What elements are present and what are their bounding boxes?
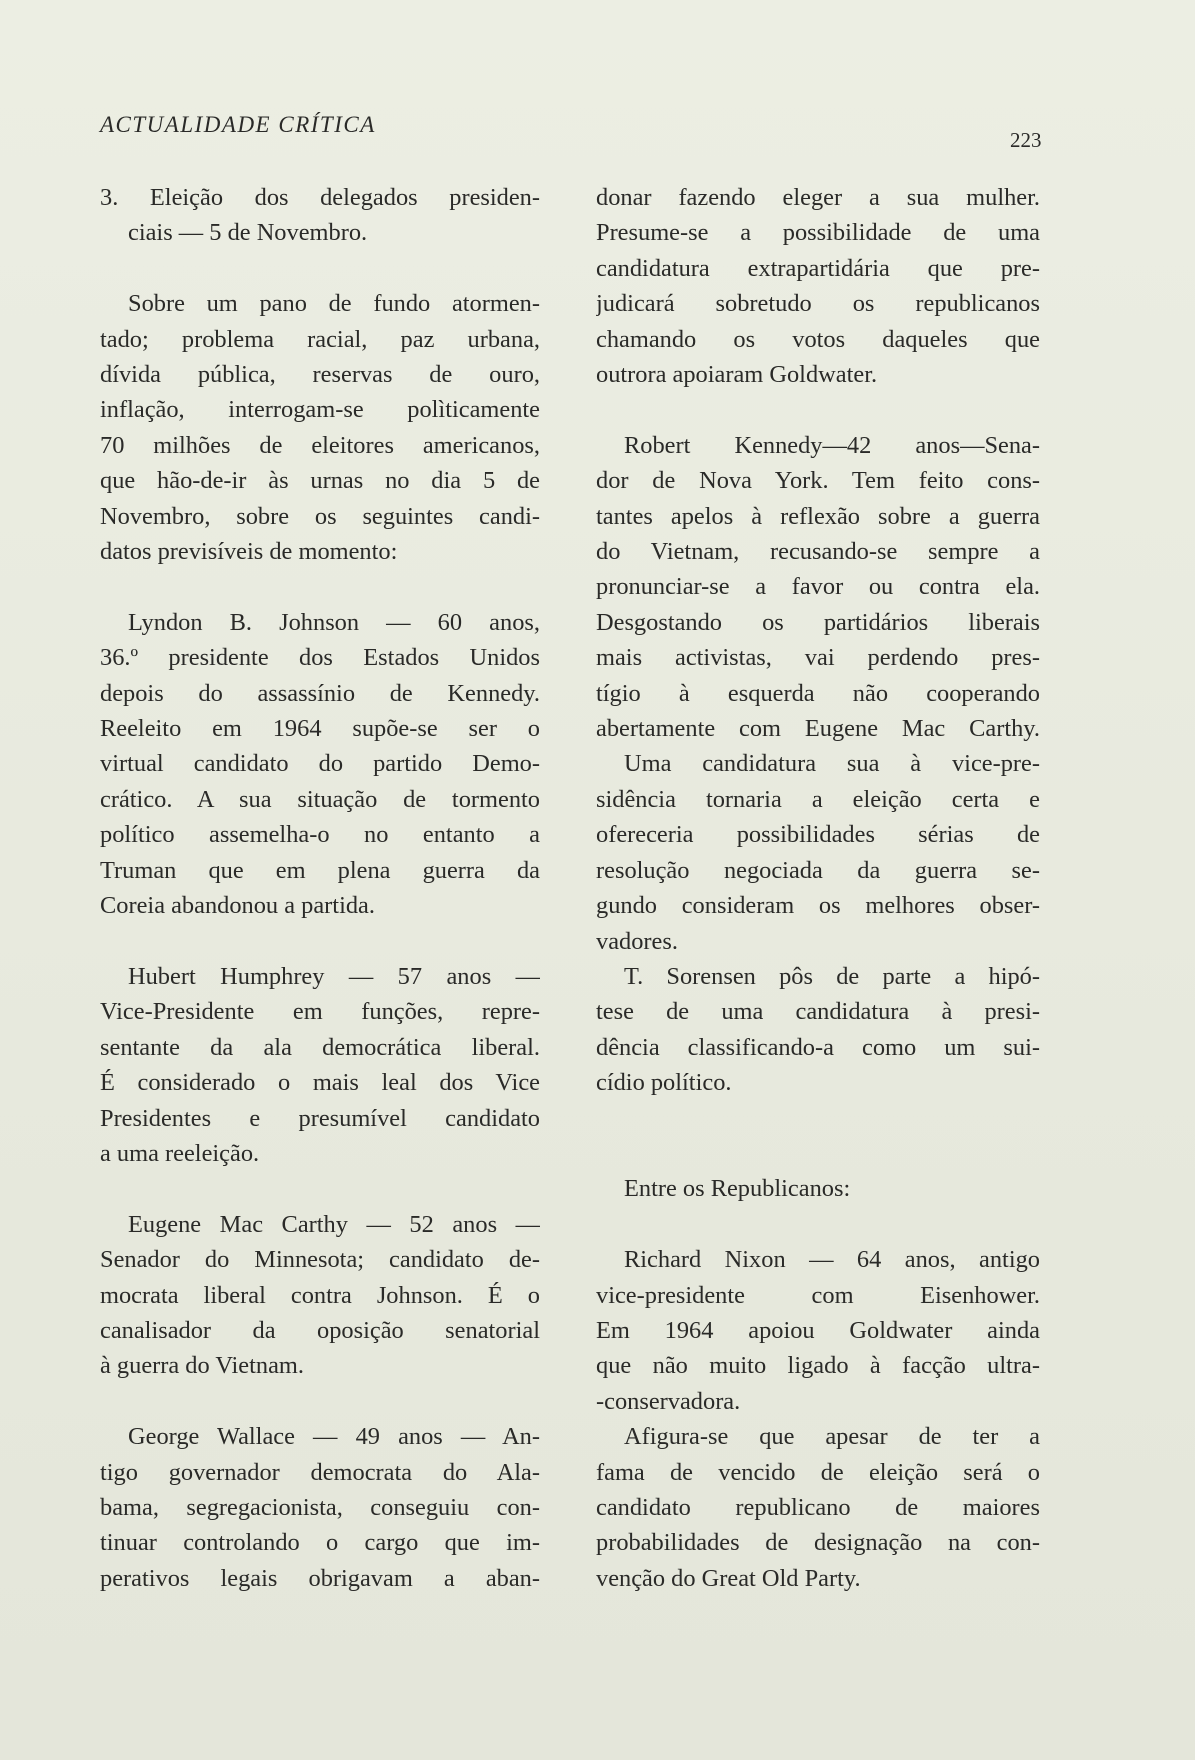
text-line: dívida pública, reservas de ouro,: [100, 361, 540, 389]
text-line: Novembro, sobre os seguintes candi-: [100, 502, 540, 530]
text-line: -conservadora.: [596, 1387, 741, 1415]
text-line: mais activistas, vai perdendo pres-: [596, 644, 1040, 672]
text-line: ciais — 5 de Novembro.: [128, 219, 368, 247]
text-line: à guerra do Vietnam.: [100, 1352, 304, 1380]
text-line: mocrata liberal contra Johnson. É o: [100, 1281, 540, 1309]
text-line: crático. A sua situação de tormento: [100, 785, 540, 813]
text-line: Richard Nixon — 64 anos, antigo: [624, 1246, 1040, 1274]
text-line: É considerado o mais leal dos Vice: [100, 1069, 540, 1097]
text-line: tígio à esquerda não cooperando: [596, 679, 1040, 707]
text-line: judicará sobretudo os republicanos: [596, 290, 1040, 318]
text-line: virtual candidato do partido Demo-: [100, 750, 540, 778]
text-line: Presidentes e presumível candidato: [100, 1104, 540, 1132]
text-line: Presume-se a possibilidade de uma: [596, 219, 1040, 247]
text-line: depois do assassínio de Kennedy.: [100, 679, 540, 707]
text-line: Robert Kennedy—42 anos—Sena-: [624, 431, 1040, 459]
text-line: candidatura extrapartidária que pre-: [596, 254, 1040, 282]
text-line: donar fazendo eleger a sua mulher.: [596, 184, 1040, 211]
text-line: dor de Nova York. Tem feito cons-: [596, 467, 1040, 495]
text-line: tantes apelos à reflexão sobre a guerra: [596, 502, 1040, 530]
paragraph-gap: [100, 1171, 540, 1206]
text-line: Entre os Republicanos:: [624, 1175, 851, 1203]
text-line: Vice-Presidente em funções, repre-: [100, 998, 540, 1026]
text-line: chamando os votos daqueles que: [596, 325, 1040, 353]
text-line: Uma candidatura sua à vice-pre-: [624, 750, 1040, 778]
text-line: perativos legais obrigavam a aban-: [100, 1564, 540, 1592]
paragraph-gap: [596, 1101, 1040, 1136]
text-line: tado; problema racial, paz urbana,: [100, 325, 540, 353]
text-line: canalisador da oposição senatorial: [100, 1316, 540, 1344]
text-line: abertamente com Eugene Mac Carthy.: [596, 715, 1040, 743]
paragraph-gap: [596, 392, 1040, 427]
left-text-column: [100, 180, 540, 1596]
text-line: Senador do Minnesota; candidato de-: [100, 1246, 540, 1274]
text-line: dência classificando-a como um sui-: [596, 1033, 1040, 1061]
text-line: tinuar controlando o cargo que im-: [100, 1529, 540, 1557]
text-line: que hão-de-ir às urnas no dia 5 de: [100, 467, 540, 495]
paragraph-gap: [100, 569, 540, 604]
text-line: Eugene Mac Carthy — 52 anos —: [128, 1210, 540, 1238]
text-line: gundo consideram os melhores obser-: [596, 892, 1040, 920]
text-line: Em 1964 apoiou Goldwater ainda: [596, 1316, 1040, 1344]
text-line: 3. Eleição dos delegados presiden-: [100, 184, 540, 211]
text-line: Coreia abandonou a partida.: [100, 892, 375, 920]
text-line: Desgostando os partidários liberais: [596, 608, 1040, 636]
text-line: candidato republicano de maiores: [596, 1493, 1040, 1521]
page-number: 223: [1010, 128, 1042, 152]
text-line: cídio político.: [596, 1069, 732, 1097]
paragraph-gap: [100, 251, 540, 286]
paragraph-gap: [596, 1136, 1040, 1171]
text-line: 36.º presidente dos Estados Unidos: [100, 644, 540, 672]
text-line: 70 milhões de eleitores americanos,: [100, 431, 540, 459]
text-line: inflação, interrogam-se polìticamente: [100, 396, 540, 424]
text-line: Sobre um pano de fundo atormen-: [128, 290, 540, 318]
text-line: vadores.: [596, 927, 678, 955]
text-line: probabilidades de designação na con-: [596, 1529, 1040, 1557]
text-line: T. Sorensen pôs de parte a hipó-: [624, 962, 1040, 990]
text-line: Afigura-se que apesar de ter a: [624, 1423, 1040, 1451]
text-line: datos previsíveis de momento:: [100, 538, 398, 566]
text-line: resolução negociada da guerra se-: [596, 856, 1040, 884]
text-line: Hubert Humphrey — 57 anos —: [128, 962, 540, 990]
paragraph-gap: [100, 1384, 540, 1419]
text-line: político assemelha-o no entanto a: [100, 821, 540, 849]
text-line: do Vietnam, recusando-se sempre a: [596, 538, 1040, 566]
text-line: bama, segregacionista, conseguiu con-: [100, 1493, 540, 1521]
paragraph-gap: [596, 1207, 1040, 1242]
text-line: tigo governador democrata do Ala-: [100, 1458, 540, 1486]
text-line: ofereceria possibilidades sérias de: [596, 821, 1040, 849]
right-text-column: [596, 180, 1040, 1596]
text-line: que não muito ligado à facção ultra-: [596, 1352, 1040, 1380]
text-line: venção do Great Old Party.: [596, 1564, 861, 1592]
running-head: ACTUALIDADE CRÍTICA: [100, 112, 376, 137]
text-line: tese de uma candidatura à presi-: [596, 998, 1040, 1026]
text-line: George Wallace — 49 anos — An-: [128, 1423, 540, 1451]
text-line: fama de vencido de eleição será o: [596, 1458, 1040, 1486]
paragraph-gap: [100, 924, 540, 959]
text-line: Reeleito em 1964 supõe-se ser o: [100, 715, 540, 743]
text-line: a uma reeleição.: [100, 1139, 260, 1167]
text-line: vice-presidente com Eisenhower.: [596, 1281, 1040, 1309]
text-line: sidência tornaria a eleição certa e: [596, 785, 1040, 813]
text-line: Lyndon B. Johnson — 60 anos,: [128, 608, 540, 636]
text-line: Truman que em plena guerra da: [100, 856, 540, 884]
text-line: outrora apoiaram Goldwater.: [596, 361, 878, 389]
text-line: pronunciar-se a favor ou contra ela.: [596, 573, 1040, 601]
text-line: sentante da ala democrática liberal.: [100, 1033, 540, 1061]
